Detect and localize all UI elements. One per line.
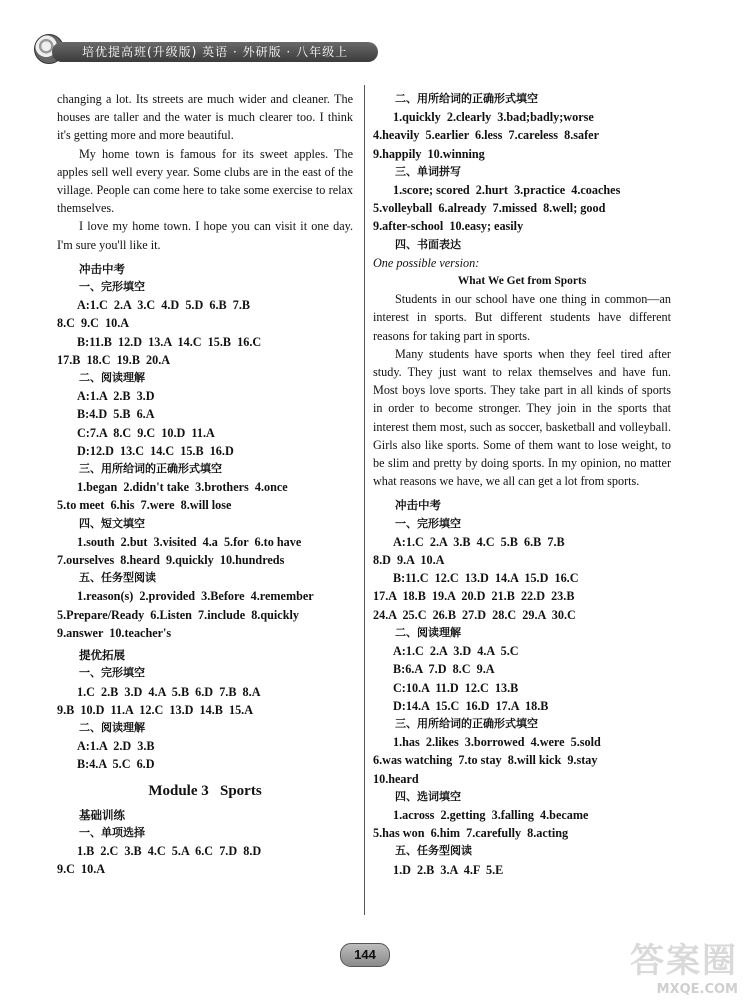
left-column — [57, 90, 353, 879]
answer-line: 1.score; scored 2.hurt 3.practice 4.coaches — [393, 183, 621, 198]
subsection-heading: 四、选词填空 — [395, 789, 461, 803]
answer-line: 5.to meet 6.his 7.were 8.will lose — [57, 498, 232, 513]
answer-line: A:1.C 2.A 3.D 4.A 5.C — [393, 644, 519, 659]
essay-version-label: One possible version: — [373, 255, 480, 270]
essay-title: What We Get from Sports — [457, 275, 587, 288]
answer-line: D:12.D 13.C 14.C 15.B 16.D — [77, 443, 234, 458]
passage-paragraph: My home town is famous for its sweet apples. The apples sell well every year. Some clubs are in the east of the village. People can come here to take some exercise to relax themselves. — [57, 146, 353, 216]
subsection-heading: 二、阅读理解 — [79, 371, 145, 385]
answer-line: 1.across 2.getting 3.falling 4.became — [393, 807, 589, 822]
answer-line: B:4.D 5.B 6.A — [77, 407, 155, 422]
answer-line: 4.heavily 5.earlier 6.less 7.careless 8.safer — [373, 128, 599, 143]
answer-line: 1.D 2.B 3.A 4.F 5.E — [393, 862, 504, 877]
subsection-heading: 五、任务型阅读 — [395, 844, 472, 858]
subsection-heading: 五、任务型阅读 — [79, 571, 156, 585]
subsection-heading: 一、完形填空 — [79, 666, 145, 680]
answer-line: A:1.A 2.D 3.B — [77, 739, 155, 754]
answer-line: B:4.A 5.C 6.D — [77, 757, 155, 772]
answer-line: C:10.A 11.D 12.C 13.B — [393, 680, 519, 695]
answer-line: A:1.A 2.B 3.D — [77, 389, 155, 404]
answer-line: 5.has won 6.him 7.carefully 8.acting — [373, 826, 569, 841]
answer-line: 9.C 10.A — [57, 862, 106, 877]
essay-paragraph: Students in our school have one thing in common—an interest in sports. But different students have different reasons for taking part in sports. — [373, 292, 671, 343]
section-heading: 基础训练 — [79, 807, 125, 822]
passage-paragraph: I love my home town. I hope you can visit it one day. I'm sure you'll like it. — [57, 219, 353, 252]
answer-line: 1.began 2.didn't take 3.brothers 4.once — [77, 480, 288, 495]
answer-line: 7.ourselves 8.heard 9.quickly 10.hundreds — [57, 553, 285, 568]
answer-line: D:14.A 15.C 16.D 17.A 18.B — [393, 698, 549, 713]
answer-line: A:1.C 2.A 3.B 4.C 5.B 6.B 7.B — [393, 534, 565, 549]
answer-line: 1.south 2.but 3.visited 4.a 5.for 6.to have — [77, 534, 302, 549]
answer-line: 24.A 25.C 26.B 27.D 28.C 29.A 30.C — [373, 607, 576, 622]
watermark — [630, 933, 738, 997]
answer-line: 10.heard — [373, 771, 419, 786]
subsection-heading: 二、阅读理解 — [395, 625, 461, 639]
subsection-heading: 三、用所给词的正确形式填空 — [79, 462, 222, 476]
answer-line: 1.C 2.B 3.D 4.A 5.B 6.D 7.B 8.A — [77, 684, 261, 699]
section-heading: 提优拓展 — [79, 648, 125, 663]
subsection-heading: 二、阅读理解 — [79, 720, 145, 734]
answer-line: 8.C 9.C 10.A — [57, 316, 130, 331]
page-number: 144 — [340, 943, 390, 967]
passage-paragraph: changing a lot. Its streets are much wider and cleaner. The houses are taller and the water is much clearer too. I think it's getting more and more beautiful. — [57, 92, 353, 143]
header-title: 培优提高班(升级版) 英语 · 外研版 · 八年级上 — [52, 42, 378, 62]
subsection-heading: 三、单词拼写 — [395, 164, 461, 178]
section-heading: 冲击中考 — [79, 261, 125, 276]
column-divider — [364, 85, 365, 915]
essay-paragraph: Many students have sports when they feel tired after study. They just want to relax themselves and have fun. Most boys love sports. They take part in all kinds of sports in order to become stronger. They join in the sports that interest them most, such as soccer, basketball and volleyball. Girls also like sports. Some of them want to lose weight, to be slim and pretty by doing sports. In my opinion, no matter what reasons we have, we all can get a lot from sports. — [373, 346, 671, 489]
answer-line: 6.was watching 7.to stay 8.will kick 9.stay — [373, 753, 598, 768]
answer-line: A:1.C 2.A 3.C 4.D 5.D 6.B 7.B — [77, 298, 250, 313]
answer-line: 9.happily 10.winning — [373, 146, 485, 161]
answer-line: B:11.C 12.C 13.D 14.A 15.D 16.C — [393, 571, 579, 586]
subsection-heading: 四、短文填空 — [79, 516, 145, 530]
answer-line: 5.Prepare/Ready 6.Listen 7.include 8.quickly — [57, 607, 299, 622]
answer-line: 9.B 10.D 11.A 12.C 13.D 14.B 15.A — [57, 702, 254, 717]
watermark-url: MXQE.COM — [656, 982, 738, 997]
module-title: Module 3 Sports — [148, 782, 262, 799]
running-header — [30, 30, 380, 70]
subsection-heading: 一、完形填空 — [79, 280, 145, 294]
answer-line: 8.D 9.A 10.A — [373, 553, 445, 568]
right-column — [373, 90, 671, 879]
subsection-heading: 一、单项选择 — [79, 825, 145, 839]
answer-line: 1.reason(s) 2.provided 3.Before 4.remember — [77, 589, 314, 604]
answer-line: C:7.A 8.C 9.C 10.D 11.A — [77, 425, 215, 440]
answer-line: B:6.A 7.D 8.C 9.A — [393, 662, 495, 677]
answer-line: 1.has 2.likes 3.borrowed 4.were 5.sold — [393, 735, 601, 750]
watermark-logo: 答案圈 — [630, 941, 738, 981]
subsection-heading: 一、完形填空 — [395, 516, 461, 530]
subsection-heading: 四、书面表达 — [395, 237, 461, 251]
section-heading: 冲击中考 — [395, 498, 441, 513]
answer-line: 17.A 18.B 19.A 20.D 21.B 22.D 23.B — [373, 589, 575, 604]
answer-line: 1.B 2.C 3.B 4.C 5.A 6.C 7.D 8.D — [77, 844, 262, 859]
answer-line: 9.after-school 10.easy; easily — [373, 219, 524, 234]
subsection-heading: 二、用所给词的正确形式填空 — [395, 92, 538, 105]
answer-line: 5.volleyball 6.already 7.missed 8.well; good — [373, 201, 606, 216]
answer-line: 17.B 18.C 19.B 20.A — [57, 352, 171, 367]
answer-line: 1.quickly 2.clearly 3.bad;badly;worse — [393, 110, 594, 125]
answer-line: B:11.B 12.D 13.A 14.C 15.B 16.C — [77, 334, 262, 349]
subsection-heading: 三、用所给词的正确形式填空 — [395, 716, 538, 730]
answer-line: 9.answer 10.teacher's — [57, 625, 172, 640]
